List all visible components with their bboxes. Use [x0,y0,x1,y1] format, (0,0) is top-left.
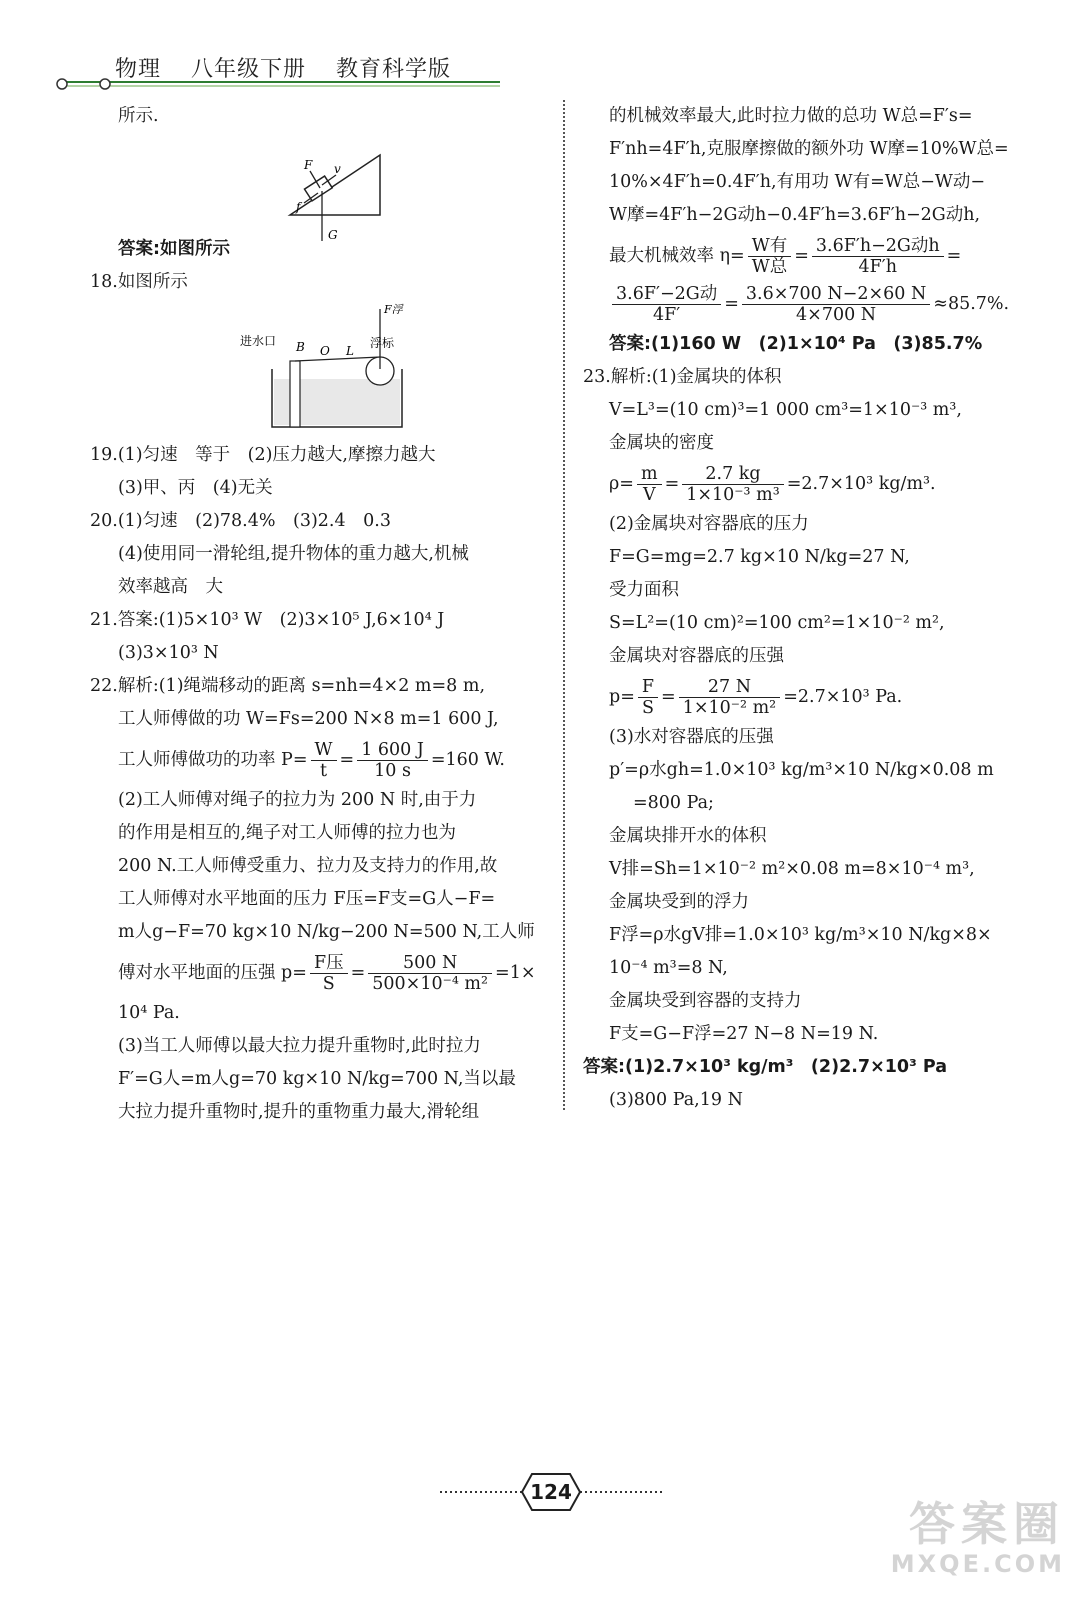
fraction [310,953,348,994]
text-line: F′nh=4F′h,克服摩擦做的额外功 W摩=10%W总= [609,139,1009,159]
text-line: F浮=ρ水gV排=1.0×10³ kg/m³×10 N/kg×8× [609,925,992,945]
text-line: F支=G−F浮=27 N−8 N=19 N. [609,1024,879,1044]
text-line: 10⁻⁴ m³=8 N, [609,958,728,978]
fraction [357,740,428,781]
answer-23-line2: (3)800 Pa,19 N [609,1090,743,1110]
question-22-line6: 200 N.工人师傅受重力、拉力及支持力的作用,故 [118,856,498,876]
question-22-line4: (2)工人师傅对绳子的拉力为 200 N 时,由于力 [118,790,477,810]
text-line: (3)水对容器底的压强 [609,727,774,747]
page-header [0,0,1073,110]
text-line: 金属块受到的浮力 [609,892,749,912]
question-22-line1: 22.解析:(1)绳端移动的距离 s=nh=4×2 m=8 m, [90,676,486,696]
text-line: S=L²=(10 cm)²=100 cm²=1×10⁻² m², [609,613,945,633]
fraction [638,677,658,718]
fig18-label-O: O [320,344,330,358]
denominator: 4×700 N [796,305,877,325]
question-19-line1: 19.(1)匀速 等于 (2)压力越大,摩擦力越大 [90,445,436,465]
numerator: F压 [310,953,348,974]
fig18-label-B: B [296,340,305,354]
fraction [748,236,792,277]
denominator: 1×10⁻² m² [682,698,777,718]
numerator: 500 N [368,953,492,974]
fraction [679,677,781,718]
denominator: S [322,974,335,994]
text-line: F=G=mg=2.7 kg×10 N/kg=27 N, [609,547,910,567]
answer-17: 答案:如图所示 [118,239,230,259]
fig17-label-G: G [328,228,338,242]
denominator: 4F′h [858,257,898,277]
text-line: =800 Pa; [633,793,714,813]
text-line: V排=Sh=1×10⁻² m²×0.08 m=8×10⁻⁴ m³, [609,859,975,879]
numerator: 1 600 J [357,740,428,761]
question-22-line2: 工人师傅做的功 W=Fs=200 N×8 m=1 600 J, [118,709,499,729]
denominator: V [642,485,656,505]
fraction [368,953,492,994]
question-23-line1: 23.解析:(1)金属块的体积 [583,367,782,387]
question-22-line12: F′=G人=m人g=70 kg×10 N/kg=700 N,当以最 [118,1069,516,1089]
text-line: W摩=4F′h−2G动h−0.4F′h=3.6F′h−2G动h, [609,205,981,225]
text-line: V=L³=(10 cm)³=1 000 cm³=1×10⁻³ m³, [609,400,962,420]
question-22-pressure-formula: 傅对水平地面的压强 p= $\frac{\text{F压}}{S}$ = $\frac{500 N}{\text{500×10⁻⁴ m²}}$ =1× [118,953,536,994]
numerator: m [637,464,662,485]
fig17-label-f: f [296,200,301,214]
header-edition: 教育科学版 [336,57,452,82]
float-valve-figure [90,299,530,439]
fig17-label-v: v [334,162,341,176]
fig18-label-L: L [346,344,354,358]
question-21-line1: 21.答案:(1)5×10³ W (2)3×10⁵ J,6×10⁴ J [90,610,445,630]
question-20-line2: (4)使用同一滑轮组,提升物体的重力越大,机械 [118,544,469,564]
fig17-label-F: F [304,158,313,172]
question-22-power-formula: 工人师傅做功的功率 P= $\frac{W}{t}$ = $\frac{1 600 J}{10 s}$ =160 W. [118,740,505,781]
text-span: 工人师傅做功的功率 P= [118,750,308,770]
denominator: W总 [751,257,788,277]
question-20-line3: 效率越高 大 [118,577,223,597]
fraction [742,284,930,325]
text-line: p′=ρ水gh=1.0×10³ kg/m³×10 N/kg×0.08 m [609,760,994,780]
left-column [90,100,560,1129]
header-grade: 八年级下册 [191,57,307,82]
numerator: 3.6×700 N−2×60 N [742,284,930,305]
fraction [311,740,337,781]
denominator: 4F′ [652,305,681,325]
denominator: t [319,761,328,781]
question-22-line13: 大拉力提升重物时,提升的重物重力最大,滑轮组 [118,1102,480,1122]
question-22-line10: 10⁴ Pa. [118,1003,180,1023]
fraction [682,464,784,505]
efficiency-result-formula: $\frac{\text{3.6F′−2G动}}{4F'}$ = $\frac{3.6\times 700 N-2\times 60 N}{4\times 700 N}$ ≈85.7%. [583,280,1033,328]
question-19-line2: (3)甲、丙 (4)无关 [118,478,273,498]
text-line: 金属块的密度 [609,433,714,453]
text-span: =160 W. [430,750,505,770]
text-span: ≈85.7%. [933,294,1010,314]
text-line: 的机械效率最大,此时拉力做的总功 W总=F′s= [609,106,973,126]
question-22-line8: m人g−F=70 kg×10 N/kg−200 N=500 N,工人师 [118,922,535,942]
page-number: 124 [530,1480,572,1504]
question-22-line11: (3)当工人师傅以最大拉力提升重物时,此时拉力 [118,1036,481,1056]
text-line: 金属块对容器底的压强 [609,646,784,666]
question-22-line7: 工人师傅对水平地面的压力 F压=F支=G人−F= [118,889,496,909]
text-line: 受力面积 [609,580,679,600]
watermark-en: MXQE.COM [890,1550,1065,1578]
question-20-line1: 20.(1)匀速 (2)78.4% (3)2.4 0.3 [90,511,391,531]
denominator: 10 s [374,761,411,781]
text-span: =2.7×10³ kg/m³. [786,474,936,494]
question-22-line5: 的作用是相互的,绳子对工人师傅的拉力也为 [118,823,457,843]
text-span: 傅对水平地面的压强 p= [118,963,307,983]
fraction [637,464,662,505]
header-subject: 物理 [115,57,162,82]
question-18: 18.如图所示 [90,272,188,292]
answer-23-line1: 答案:(1)2.7×10³ kg/m³ (2)2.7×10³ Pa [583,1057,948,1077]
denominator: 1×10⁻³ m³ [686,485,780,505]
text-span: 最大机械效率 η= [609,246,745,266]
text-line: 10%×4F′h=0.4F′h,有用功 W有=W总−W动− [609,172,986,192]
incline-figure [90,133,530,242]
watermark [825,1498,1065,1588]
density-formula: ρ= $\frac{m}{V}$ = $\frac{2.7 kg}{\text{1×10⁻³ m³}}$ =2.7×10³ kg/m³. [609,464,936,505]
fig18-label-inlet: 进水口 [240,334,277,348]
denominator: S [641,698,654,718]
numerator: 3.6F′−2G动 [612,284,721,305]
text-line: (2)金属块对容器底的压力 [609,514,809,534]
text-line: 金属块受到容器的支持力 [609,991,802,1011]
efficiency-formula: 最大机械效率 η= $\frac{\text{W有}}{\text{W总}}$ = $\frac{\text{3.6F′h−2G动h}}{4F'h}$ = [609,236,962,277]
fraction [612,284,721,325]
numerator: 2.7 kg [682,464,784,485]
text-span: ρ= [609,474,634,494]
numerator: W [311,740,337,761]
pressure-formula: p= $\frac{F}{S}$ = $\frac{27 N}{\text{1×10⁻² m²}}$ =2.7×10³ Pa. [609,677,903,718]
text-line: 金属块排开水的体积 [609,826,767,846]
text-span: =1× [495,963,536,983]
question-21-line2: (3)3×10³ N [118,643,219,663]
column-divider [563,100,565,1110]
fig18-label-F: F浮 [384,303,403,316]
numerator: 27 N [679,677,781,698]
text-line: 所示. [118,106,159,126]
answer-22: 答案:(1)160 W (2)1×10⁴ Pa (3)85.7% [609,334,983,354]
fraction [812,236,944,277]
text-span: p= [609,687,635,707]
text-span: =2.7×10³ Pa. [783,687,903,707]
watermark-cn: 答案圈 [909,1497,1065,1551]
fig18-label-float: 浮标 [370,336,395,350]
numerator: F [638,677,658,698]
right-column [583,100,1033,1117]
header-title [115,52,473,83]
numerator: W有 [748,236,792,257]
denominator: 500×10⁻⁴ m² [372,974,489,994]
numerator: 3.6F′h−2G动h [812,236,944,257]
